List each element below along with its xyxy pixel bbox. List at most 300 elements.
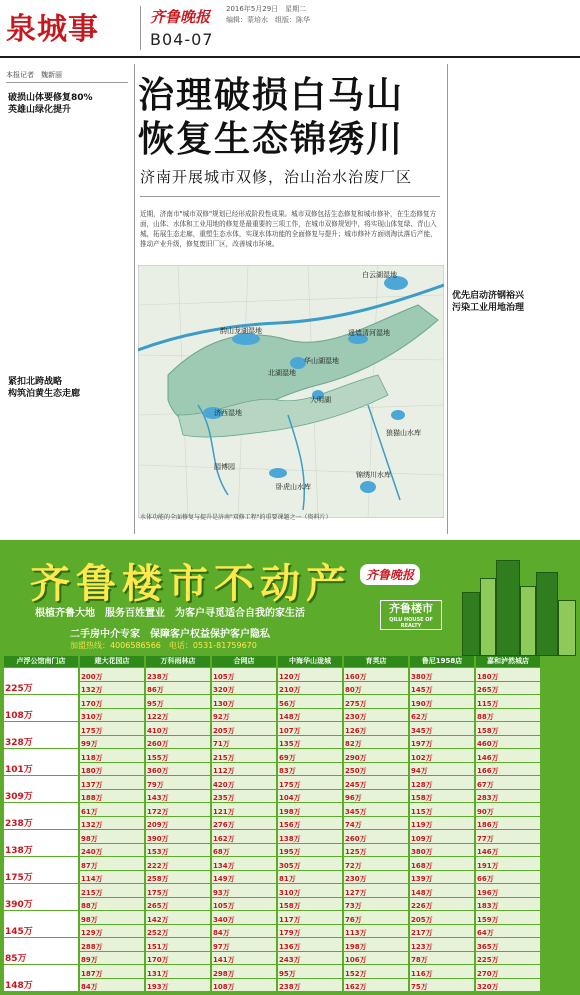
listing-price: 129万 [81,929,103,937]
listing-cell [278,789,342,803]
listing-price: 74万 [345,821,362,829]
column-header: 卢浮公馆南门店 [4,656,78,667]
listing-price: 156万 [279,821,301,829]
listing-cell [278,964,342,978]
listing-price: 115万 [411,807,433,816]
listing-price: 82万 [345,740,362,748]
left-subhead-1 [8,92,93,116]
left-body-text-2 [8,406,130,534]
listing-cell [212,964,276,978]
listing-price: 200万 [81,672,103,681]
label-wohu: 卧虎山水库 [276,483,311,491]
listing-cell [4,667,78,694]
listing-price: 145万 [5,927,33,937]
page-number: B04-07 [150,30,214,49]
subhead-line: 构筑泊黄生态走廊 [8,389,81,399]
listing-cell [410,829,474,843]
listing-price: 160万 [345,672,367,681]
listing-price: 108万 [5,711,33,721]
listing-price: 143万 [147,794,169,802]
listing-price: 73万 [345,902,362,910]
listing-price: 260万 [345,834,367,843]
listing-cell [212,762,276,776]
listing-cell [212,735,276,749]
listing-cell [146,856,210,870]
listing-cell [476,870,540,884]
listing-price: 158万 [411,794,433,802]
listing-cell [410,870,474,884]
building-graphic [558,600,576,656]
listing-price: 245万 [345,780,367,789]
listing-price: 120万 [279,672,301,681]
listing-price: 250万 [345,767,367,775]
listing-price: 128万 [411,780,433,789]
listing-price: 225万 [477,956,499,964]
listing-price: 305万 [279,861,301,870]
listing-cell [476,694,540,708]
listing-price: 186万 [477,821,499,829]
listing-price: 290万 [345,753,367,762]
listing-cell [146,843,210,857]
listing-cell [344,708,408,722]
listing-price: 92万 [213,713,230,721]
listing-price: 198万 [345,942,367,951]
label-langmao: 狼猫山水库 [386,429,421,437]
listing-cell [344,978,408,992]
listing-cell [278,856,342,870]
listing-cell [146,829,210,843]
listing-price: 119万 [411,821,433,829]
listing-cell [146,802,210,816]
listing-price: 159万 [477,915,499,924]
listing-cell [80,924,144,938]
listing-cell [410,775,474,789]
listing-price: 94万 [411,767,428,775]
listing-cell [278,748,342,762]
listing-price: 93万 [213,888,230,897]
listing-price: 190万 [411,699,433,708]
listing-cell [278,883,342,897]
listing-cell [212,775,276,789]
listing-cell [476,708,540,722]
listing-cell [212,721,276,735]
listing-cell [146,735,210,749]
listing-price: 134万 [213,861,235,870]
listing-cell [278,937,342,951]
listing-price: 125万 [345,848,367,856]
listing-cell [212,748,276,762]
listing-cell [476,762,540,776]
listing-cell [212,802,276,816]
listing-cell [146,870,210,884]
listing-cell [476,735,540,749]
listing-price: 76万 [345,915,362,924]
listing-cell [80,816,144,830]
listing-cell [476,964,540,978]
listing-price: 380万 [411,672,433,681]
listing-cell [212,870,276,884]
listing-price: 230万 [345,875,367,883]
listing-price: 84万 [81,983,98,991]
headline [138,74,438,162]
ad-subtitle: 二手房中介专家 保障客户权益保护客户隐私 [70,629,270,640]
listing-cell [212,910,276,924]
listing-price: 148万 [279,713,301,721]
listing-price: 275万 [345,699,367,708]
listing-cell [4,721,78,748]
listing-price: 238万 [5,819,33,829]
listing-cell [146,789,210,803]
listing-price: 175万 [81,726,103,735]
listing-price: 345万 [411,726,433,735]
listing-cell [344,937,408,951]
listing-cell [4,775,78,802]
listing-price: 170万 [81,699,103,708]
listing-cell [476,937,540,951]
listing-cell [80,856,144,870]
ad-contact: 加盟热线：4006586566 电话：0531-81759670 [70,641,257,650]
listing-cell [80,694,144,708]
subhead-line: 破损山体要修复80% [8,93,93,103]
listing-cell [278,775,342,789]
listing-price: 198万 [279,807,301,816]
listing-price: 138万 [279,834,301,843]
listing-cell [344,897,408,911]
listing-price: 102万 [411,753,433,762]
listing-price: 288万 [81,942,103,951]
listing-price: 179万 [279,929,301,937]
subhead-line: 紧扣北跨战略 [8,377,63,387]
listing-price: 118万 [81,753,103,762]
listing-cell [212,789,276,803]
listing-price: 410万 [147,726,169,735]
listing-price: 141万 [213,956,235,964]
listing-price: 132万 [81,821,103,829]
listing-price: 86万 [147,686,164,694]
label-yaoqiang: 遥墙清河湿地 [348,329,390,337]
listing-price: 146万 [477,848,499,856]
listing-cell [212,856,276,870]
listing-price: 365万 [477,942,499,951]
listing-cell [344,829,408,843]
listing-price: 175万 [147,888,169,897]
listing-price: 217万 [411,929,433,937]
listing-cell [212,937,276,951]
listing-price: 142万 [147,915,169,924]
listing-price: 88万 [81,902,98,910]
listing-cell [476,816,540,830]
listing-cell [212,897,276,911]
header-date: 2016年5月29日 星期二 [226,5,307,13]
listing-cell [278,708,342,722]
listing-grid [4,656,576,992]
listing-price: 196万 [477,888,499,897]
listing-price: 112万 [213,767,235,775]
listing-price: 83万 [279,767,296,775]
listing-price: 61万 [81,807,98,816]
headline-line-1: 治理破损白马山 [138,75,405,116]
listing-price: 84万 [213,929,230,937]
listing-price: 88万 [477,713,494,721]
ad-slogan: 根植齐鲁大地 服务百姓置业 为客户寻觅适合自我的家生活 [35,608,305,619]
listing-price: 252万 [147,929,169,937]
listing-price: 222万 [147,861,169,870]
listing-price: 166万 [477,767,499,775]
listing-price: 116万 [411,969,433,978]
listing-price: 135万 [279,740,301,748]
listing-cell [146,964,210,978]
headline-line-2: 恢复生态锦绣川 [138,119,405,160]
listing-price: 121万 [213,807,235,816]
listing-cell [410,735,474,749]
listing-price: 210万 [279,686,301,694]
listing-cell [278,978,342,992]
column-header: 鲁尼1958店 [410,656,474,667]
listing-price: 187万 [81,969,103,978]
listing-cell [476,681,540,695]
newspaper-logo: 齐鲁晚报 [150,8,211,26]
column-header: 万科雨林店 [146,656,210,667]
listing-cell [80,735,144,749]
listing-price: 98万 [81,834,98,843]
listing-cell [410,978,474,992]
listing-cell [80,762,144,776]
listing-price: 265万 [147,902,169,910]
listing-cell [212,694,276,708]
listing-price: 98万 [81,915,98,924]
label-yunshan: 韵山龙湖湿地 [220,327,262,335]
column-header: 合网店 [212,656,276,667]
listing-price: 209万 [147,821,169,829]
listing-cell [80,843,144,857]
listing-price: 113万 [345,929,367,937]
listing-cell [476,775,540,789]
listing-price: 123万 [411,942,433,951]
listing-cell [344,735,408,749]
listing-cell [410,856,474,870]
subhead-line: 优先启动济钢裕兴 [452,291,525,301]
listing-price: 309万 [5,792,33,802]
listing-price: 390万 [5,900,33,910]
listing-cell [476,667,540,681]
listing-cell [80,870,144,884]
listing-cell [344,910,408,924]
listing-cell [410,843,474,857]
listing-cell [476,897,540,911]
left-body-text-1 [8,124,130,384]
water-map [138,265,444,518]
listing-price: 139万 [411,875,433,883]
listing-price: 81万 [279,875,296,883]
listing-cell [80,789,144,803]
listing-price: 96万 [345,794,362,802]
listing-price: 72万 [345,861,362,870]
listing-price: 127万 [345,888,367,897]
listing-cell [212,951,276,965]
listing-cell [278,843,342,857]
listing-price: 238万 [279,983,301,991]
listing-price: 310万 [81,713,103,721]
listing-cell [80,775,144,789]
listing-price: 193万 [147,983,169,991]
listing-cell [4,694,78,721]
listing-price: 340万 [213,915,235,924]
listing-cell [4,883,78,910]
listing-cell [344,870,408,884]
listing-price: 215万 [81,888,103,897]
listing-cell [212,924,276,938]
listing-price: 183万 [477,902,499,910]
listing-price: 162万 [345,983,367,991]
listing-cell [278,829,342,843]
listing-cell [212,829,276,843]
listing-price: 270万 [477,969,499,978]
header-editor: 编辑：蒙培水 组版：陈华 [226,16,310,24]
listing-price: 146万 [477,753,499,762]
listing-cell [146,978,210,992]
listing-cell [4,748,78,775]
listing-price: 148万 [5,981,33,991]
listing-cell [212,883,276,897]
listing-price: 107万 [279,726,301,735]
listing-price: 115万 [477,699,499,708]
listing-price: 360万 [147,767,169,775]
listing-price: 265万 [477,686,499,694]
column-divider [447,64,448,534]
listing-price: 238万 [147,672,169,681]
listing-price: 328万 [5,738,33,748]
right-body-text-1 [452,66,576,286]
listing-cell [146,883,210,897]
listing-cell [80,829,144,843]
listing-cell [410,694,474,708]
listing-cell [344,883,408,897]
listing-cell [476,843,540,857]
column-divider [134,64,135,534]
listing-cell [278,910,342,924]
listing-cell [344,667,408,681]
listing-cell [278,897,342,911]
byline: 本报记者 魏新丽 [6,71,62,79]
listing-price: 191万 [477,861,499,870]
listing-price: 151万 [147,942,169,951]
listing-cell [278,816,342,830]
column-header: 育英店 [344,656,408,667]
listing-price: 132万 [81,686,103,694]
listing-cell [410,924,474,938]
listing-cell [4,856,78,883]
listing-price: 77万 [477,834,494,843]
listing-price: 89万 [81,956,98,964]
listing-cell [410,667,474,681]
listing-price: 215万 [213,753,235,762]
listing-cell [476,802,540,816]
ad-newspaper-logo: 齐鲁晚报 [360,564,420,585]
listing-cell [80,681,144,695]
listing-price: 68万 [213,848,230,856]
listing-cell [410,708,474,722]
listing-price: 152万 [345,969,367,978]
listing-price: 145万 [411,686,433,694]
building-graphic [462,592,480,656]
listing-cell [476,856,540,870]
listing-cell [344,789,408,803]
listing-price: 155万 [147,753,169,762]
listing-cell [278,667,342,681]
listing-price: 95万 [279,969,296,978]
section-title: 泉城事 [6,12,99,47]
listing-price: 149万 [213,875,235,883]
listing-price: 108万 [213,983,235,991]
listing-price: 205万 [213,726,235,735]
ad-brand-en: QILU HOUSE OF REALTY [389,617,433,629]
listing-price: 64万 [477,929,494,937]
listing-cell [146,775,210,789]
listing-price: 420万 [213,780,235,789]
listing-cell [146,721,210,735]
listing-cell [476,951,540,965]
listing-cell [476,789,540,803]
listing-price: 320万 [477,983,499,991]
ad-brand-name: 齐鲁楼市 [389,602,433,615]
listing-price: 243万 [279,956,301,964]
page-header [0,0,580,58]
listing-cell [146,951,210,965]
listing-cell [146,762,210,776]
deck: 济南开展城市双修，治山治水治废厂区 [140,168,413,186]
listing-cell [80,897,144,911]
listing-cell [476,910,540,924]
listing-price: 168万 [411,861,433,870]
column-header: 建大花园店 [80,656,144,667]
listing-cell [146,748,210,762]
listing-price: 97万 [213,942,230,951]
listing-price: 101万 [5,765,33,775]
column-header: 嘉和泸然城店 [476,656,540,667]
listing-price: 180万 [477,672,499,681]
building-graphic [520,586,536,656]
lede-paragraph: 近期，济南市"城市双修"规划已经形成阶段性成果。城市双修包括生态修复和城市修补，在生态修复方面，山体、水体和工业用地的修复是最重要的三项工作，在城市双修规划中，将实现山体复绿、青山入城，拓展生态走廊，重塑生态水体，实现水体功能的全面修复与提升；城市修补方面则淘汰落后产能，推动产业升级，修复废旧厂区，改善城市环境。 [140,210,437,248]
listing-cell [344,762,408,776]
listing-cell [146,667,210,681]
listing-cell [80,883,144,897]
right-subhead [452,290,524,314]
listing-price: 62万 [411,713,428,721]
listing-price: 197万 [411,740,433,748]
listing-price: 172万 [147,807,169,816]
listing-cell [410,802,474,816]
listing-cell [344,721,408,735]
listing-price: 85万 [5,954,27,964]
listing-price: 162万 [213,834,235,843]
listing-cell [410,762,474,776]
listing-cell [476,748,540,762]
listing-cell [410,964,474,978]
listing-price: 158万 [279,902,301,910]
listing-price: 260万 [147,740,169,748]
listing-price: 71万 [213,740,230,748]
listing-cell [410,816,474,830]
divider [6,82,128,83]
listing-cell [278,681,342,695]
listing-price: 258万 [147,875,169,883]
listing-cell [80,951,144,965]
label-jinxiu: 锦绣川水库 [356,471,391,479]
listing-cell [80,708,144,722]
header-divider [140,6,141,50]
listing-cell [344,924,408,938]
listing-price: 80万 [345,686,362,694]
